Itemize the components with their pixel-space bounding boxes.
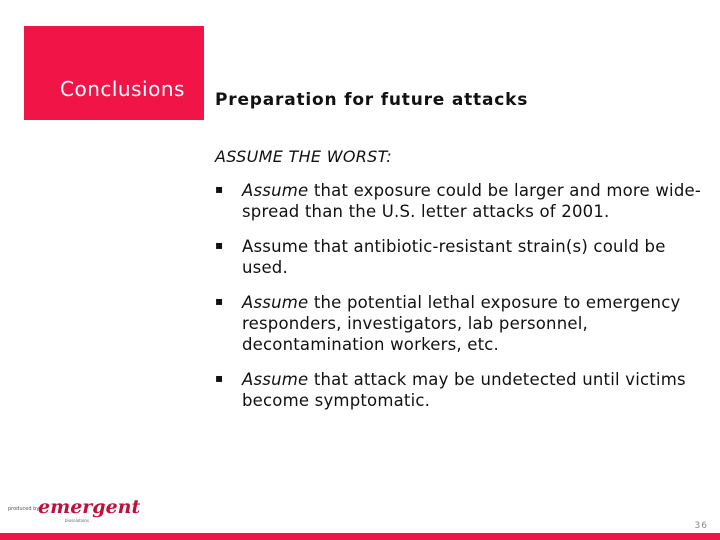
bullet-text: the potential lethal exposure to emergency responders, investigators, lab personnel, decontamination workers, etc.	[242, 293, 681, 354]
slide-heading: Preparation for future attacks	[215, 90, 529, 110]
company-logo	[8, 496, 141, 526]
section-label: Conclusions	[60, 77, 185, 101]
bullet-lead: Assume	[242, 293, 309, 312]
bullet-icon: ▪	[215, 371, 224, 385]
logo-wordmark: emergent	[38, 496, 141, 518]
section-banner	[24, 26, 204, 120]
bullet-item	[215, 180, 710, 222]
bullet-text: that exposure could be larger and more wide-spread than the U.S. letter attacks of 2001.	[242, 181, 702, 221]
bullet-text: that attack may be undetected until victims become symptomatic.	[242, 370, 686, 410]
bullet-icon: ▪	[215, 294, 224, 308]
page-number: 36	[694, 521, 708, 531]
bullet-lead: Assume	[242, 370, 309, 389]
bullet-item	[215, 369, 710, 411]
bullet-icon: ▪	[215, 182, 224, 196]
bullet-item	[215, 236, 710, 278]
bullet-lead: Assume	[242, 181, 309, 200]
logo-prefix: produced by	[8, 506, 40, 512]
logo-tagline: biosolutions	[65, 518, 90, 523]
bullet-icon: ▪	[215, 238, 224, 252]
bullet-text: Assume that antibiotic-resistant strain(s) could be used.	[242, 237, 666, 277]
footer-accent-bar	[0, 533, 720, 540]
slide-subheading: ASSUME THE WORST:	[215, 147, 392, 166]
bullet-item	[215, 292, 710, 355]
bullet-list	[215, 180, 710, 425]
